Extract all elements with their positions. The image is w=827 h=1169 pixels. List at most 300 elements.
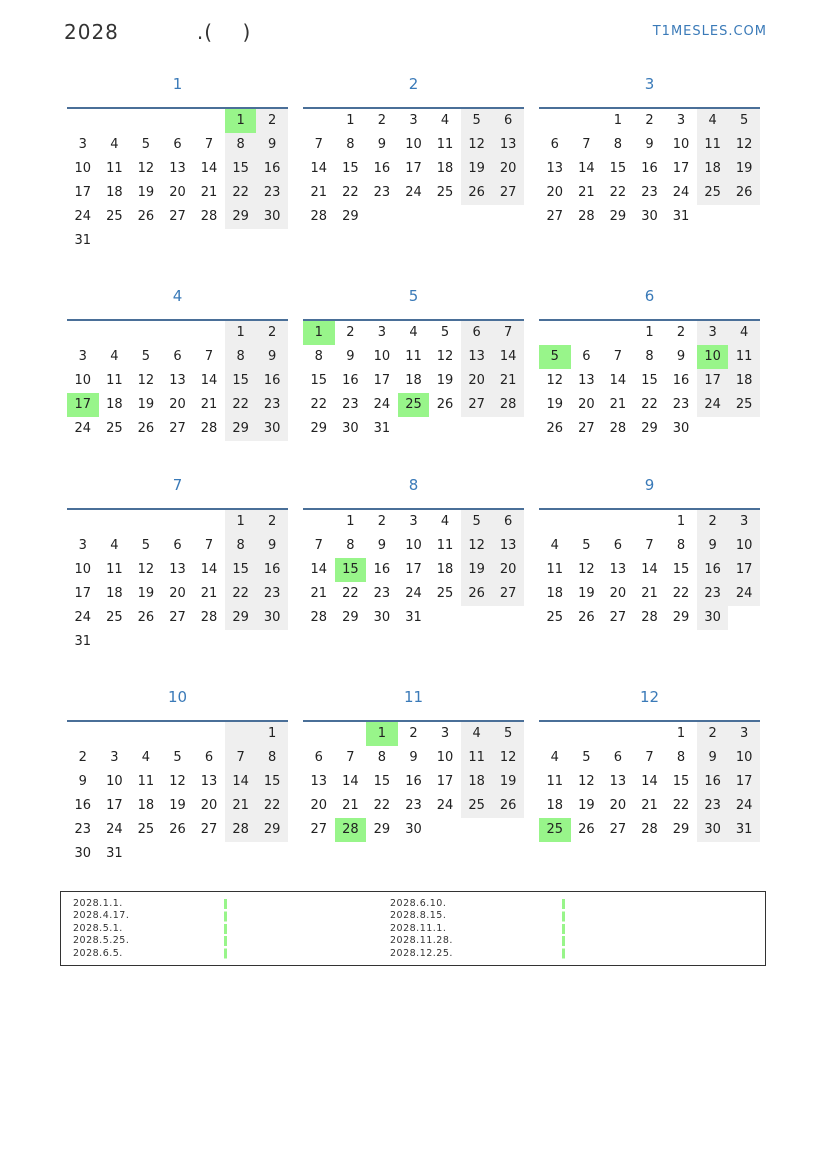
day-cell: 25 [436,586,454,601]
day-cell: 30 [697,606,729,630]
day-cell: 30 [672,421,690,436]
holiday-day-cell: 17 [67,393,99,417]
day-cell: 24 [74,610,92,625]
month-block [67,685,288,866]
day-cell: 20 [200,798,218,813]
empty-day-cell [130,722,162,746]
day-cell: 16 [697,770,729,794]
day-cell: 19 [492,770,524,794]
day-cell: 23 [641,185,658,200]
day-cell: 15 [225,369,257,393]
day-cell: 2 [645,113,654,128]
day-cell: 3 [78,349,87,364]
day-cell: 3 [409,514,418,529]
month-title: 1 [172,75,183,93]
day-cell: 6 [582,349,591,364]
day-cell: 9 [697,534,729,558]
day-cell: 3 [110,750,119,765]
month-title: 8 [408,476,419,494]
day-cell: 12 [578,562,595,577]
empty-day-cell [99,510,131,534]
legend-holiday-marker [224,899,227,959]
empty-day-cell [162,321,194,345]
day-cell: 2 [256,321,288,345]
day-cell: 7 [645,750,654,765]
empty-day-cell [335,722,367,746]
day-cell: 27 [609,822,627,837]
legend-date: 2028.6.10. [390,898,447,909]
day-cell: 30 [256,205,288,229]
day-cell: 25 [106,610,123,625]
day-cell: 23 [74,822,92,837]
day-cell: 27 [169,610,186,625]
day-cell: 11 [106,562,123,577]
day-cell: 1 [256,722,288,746]
day-cell: 18 [546,586,564,601]
day-cell: 16 [256,369,288,393]
day-cell: 20 [578,397,595,412]
day-cell: 29 [342,209,359,224]
day-cell: 20 [169,586,186,601]
day-cell: 12 [169,774,186,789]
day-cell: 14 [200,562,218,577]
empty-day-cell [162,510,194,534]
day-cell: 1 [676,514,686,529]
day-cell: 29 [310,421,328,436]
page-title [64,20,251,44]
month-title: 12 [639,688,660,706]
day-cell: 12 [492,746,524,770]
legend-date: 2028.8.15. [390,910,447,922]
day-cell: 29 [225,606,257,630]
day-cell: 4 [409,325,418,340]
day-cell: 8 [676,538,686,553]
day-cell: 15 [672,562,690,577]
day-cell: 17 [106,798,123,813]
day-cell: 5 [728,109,760,133]
day-cell: 18 [697,157,729,181]
month-title: 5 [408,287,419,305]
day-cell: 31 [728,818,760,842]
day-cell: 9 [676,349,686,364]
legend-date: 2028.5.25. [73,935,130,947]
day-cell: 28 [609,421,627,436]
day-cell: 15 [609,161,627,176]
month-title: 11 [403,688,424,706]
day-cell: 3 [409,113,418,128]
day-cell: 22 [310,397,328,412]
day-cell: 2 [346,325,355,340]
day-cell: 19 [137,586,155,601]
empty-day-cell [162,722,194,746]
day-cell: 11 [106,161,123,176]
month-block [303,473,524,630]
empty-day-cell [571,722,603,746]
day-cell: 18 [728,369,760,393]
day-cell: 6 [173,349,182,364]
day-cell: 3 [78,137,87,152]
day-cell: 25 [137,822,155,837]
day-cell: 16 [641,161,658,176]
day-cell: 24 [672,185,690,200]
day-cell: 18 [405,373,422,388]
day-cell: 28 [200,209,218,224]
empty-day-cell [539,510,571,534]
day-cell: 31 [672,209,690,224]
month-block [539,284,760,441]
day-cell: 6 [204,750,214,765]
month-title: 2 [408,75,419,93]
day-cell: 23 [697,794,729,818]
empty-day-cell [602,722,634,746]
day-cell: 25 [546,610,564,625]
day-cell: 9 [256,345,288,369]
day-cell: 14 [310,562,328,577]
day-cell: 7 [204,538,214,553]
day-cell: 8 [346,538,355,553]
empty-day-cell [634,722,666,746]
day-cell: 11 [137,774,155,789]
day-cell: 15 [310,373,328,388]
empty-day-cell [539,109,571,133]
day-cell: 25 [697,181,729,205]
legend-date: 2028.1.1. [73,898,123,909]
day-cell: 8 [645,349,654,364]
day-cell: 24 [728,794,760,818]
day-cell: 20 [492,558,524,582]
day-cell: 2 [377,113,387,128]
day-cell: 18 [106,185,123,200]
day-cell: 6 [314,750,323,765]
day-cell: 15 [373,774,391,789]
day-cell: 24 [697,393,729,417]
legend-date: 2028.11.1. [390,922,447,934]
day-cell: 1 [676,726,686,741]
day-cell: 6 [550,137,559,152]
day-cell: 7 [225,746,257,770]
day-cell: 23 [405,798,422,813]
day-cell: 12 [461,534,493,558]
day-cell: 27 [310,822,328,837]
day-cell: 27 [461,393,493,417]
day-cell: 7 [492,321,524,345]
day-cell: 4 [440,113,450,128]
day-cell: 30 [74,846,92,861]
day-cell: 22 [672,798,690,813]
day-cell: 5 [141,349,151,364]
holiday-legend [60,891,766,966]
day-cell: 21 [641,798,658,813]
day-cell: 18 [436,161,454,176]
day-cell: 16 [373,562,391,577]
day-cell: 17 [405,161,422,176]
day-cell: 7 [346,750,355,765]
day-cell: 22 [672,586,690,601]
day-cell: 26 [137,209,155,224]
month-days-grid [539,321,760,441]
day-cell: 21 [492,369,524,393]
legend-column-right [390,898,453,960]
day-cell: 17 [436,774,454,789]
brand-link[interactable]: T1MESLES.COM [652,24,767,39]
day-cell: 9 [697,746,729,770]
day-cell: 26 [546,421,564,436]
day-cell: 12 [728,133,760,157]
day-cell: 30 [641,209,658,224]
empty-day-cell [67,109,99,133]
day-cell: 19 [546,397,564,412]
holiday-day-cell: 1 [366,722,398,746]
year-label: 2028 [64,20,119,44]
day-cell: 13 [310,774,328,789]
empty-day-cell [602,510,634,534]
day-cell: 18 [106,586,123,601]
day-cell: 3 [697,321,729,345]
day-cell: 31 [74,634,92,649]
day-cell: 19 [578,586,595,601]
day-cell: 23 [672,397,690,412]
empty-day-cell [571,510,603,534]
day-cell: 13 [461,345,493,369]
day-cell: 5 [141,538,151,553]
day-cell: 6 [492,109,524,133]
day-cell: 29 [225,205,257,229]
day-cell: 20 [609,586,627,601]
empty-day-cell [571,321,603,345]
day-cell: 28 [310,209,328,224]
day-cell: 7 [613,349,623,364]
day-cell: 7 [314,538,323,553]
day-cell: 18 [436,562,454,577]
month-block [303,284,524,441]
day-cell: 25 [461,794,493,818]
empty-day-cell [99,109,131,133]
day-cell: 19 [461,558,493,582]
day-cell: 13 [546,161,564,176]
day-cell: 27 [578,421,595,436]
day-cell: 29 [373,822,391,837]
day-cell: 17 [728,770,760,794]
day-cell: 14 [225,770,257,794]
day-cell: 29 [672,610,690,625]
day-cell: 17 [74,185,92,200]
day-cell: 13 [169,373,186,388]
day-cell: 8 [377,750,387,765]
day-cell: 26 [137,421,155,436]
month-days-grid [539,510,760,630]
day-cell: 30 [256,417,288,441]
empty-day-cell [193,109,225,133]
day-cell: 22 [342,185,359,200]
day-cell: 5 [440,325,450,340]
day-cell: 31 [106,846,123,861]
day-cell: 17 [728,558,760,582]
day-cell: 19 [137,397,155,412]
day-cell: 17 [405,562,422,577]
day-cell: 15 [342,161,359,176]
day-cell: 30 [697,818,729,842]
day-cell: 6 [613,538,623,553]
day-cell: 10 [672,137,690,152]
legend-date: 2028.6.5. [73,947,123,959]
empty-day-cell [193,722,225,746]
day-cell: 26 [461,181,493,205]
day-cell: 27 [200,822,218,837]
day-cell: 26 [436,397,454,412]
day-cell: 8 [225,133,257,157]
empty-day-cell [162,109,194,133]
day-cell: 25 [436,185,454,200]
day-cell: 31 [74,233,92,248]
legend-column-left [73,898,129,960]
day-cell: 11 [106,373,123,388]
day-cell: 12 [578,774,595,789]
holiday-day-cell: 15 [335,558,367,582]
day-cell: 16 [405,774,422,789]
day-cell: 9 [78,774,87,789]
legend-date: 2028.12.25. [390,947,453,959]
day-cell: 9 [256,534,288,558]
day-cell: 24 [405,185,422,200]
day-cell: 22 [373,798,391,813]
day-cell: 8 [346,137,355,152]
month-days-grid [539,722,760,842]
month-block [539,685,760,842]
day-cell: 19 [436,373,454,388]
day-cell: 22 [225,181,257,205]
month-title: 6 [644,287,655,305]
day-cell: 13 [492,133,524,157]
day-cell: 1 [225,510,257,534]
empty-day-cell [602,321,634,345]
day-cell: 29 [609,209,627,224]
day-cell: 25 [106,421,123,436]
day-cell: 29 [672,822,690,837]
day-cell: 13 [169,161,186,176]
day-cell: 17 [74,586,92,601]
day-cell: 26 [578,610,595,625]
empty-day-cell [539,722,571,746]
day-cell: 4 [550,538,559,553]
day-cell: 4 [110,137,119,152]
day-cell: 9 [256,133,288,157]
month-days-grid [303,510,524,630]
day-cell: 8 [613,137,623,152]
day-cell: 17 [697,369,729,393]
day-cell: 15 [672,774,690,789]
day-cell: 25 [106,209,123,224]
day-cell: 15 [256,770,288,794]
day-cell: 1 [346,113,355,128]
month-title: 3 [644,75,655,93]
day-cell: 12 [436,349,454,364]
day-cell: 1 [225,321,257,345]
month-days-grid [303,722,524,842]
day-cell: 2 [697,722,729,746]
day-cell: 23 [256,181,288,205]
day-cell: 19 [169,798,186,813]
day-cell: 13 [169,562,186,577]
day-cell: 11 [546,774,564,789]
day-cell: 3 [676,113,686,128]
day-cell: 21 [641,586,658,601]
day-cell: 12 [546,373,564,388]
day-cell: 11 [436,137,454,152]
day-cell: 31 [373,421,391,436]
day-cell: 31 [405,610,422,625]
day-cell: 14 [641,774,658,789]
day-cell: 16 [373,161,391,176]
day-cell: 29 [256,818,288,842]
legend-holiday-marker [562,899,565,959]
day-cell: 30 [405,822,422,837]
day-cell: 24 [74,209,92,224]
day-cell: 11 [546,562,564,577]
day-cell: 2 [697,510,729,534]
day-cell: 27 [169,421,186,436]
month-days-grid [67,510,288,654]
empty-day-cell [634,510,666,534]
day-cell: 9 [409,750,418,765]
day-cell: 7 [645,538,654,553]
empty-day-cell [303,722,335,746]
empty-day-cell [99,722,131,746]
day-cell: 7 [204,349,214,364]
day-cell: 19 [137,185,155,200]
day-cell: 14 [641,562,658,577]
month-title: 10 [167,688,188,706]
day-cell: 10 [74,161,92,176]
day-cell: 30 [256,606,288,630]
day-cell: 29 [641,421,658,436]
day-cell: 21 [200,586,218,601]
month-block [67,284,288,441]
day-cell: 5 [461,510,493,534]
day-cell: 13 [492,534,524,558]
day-cell: 4 [110,538,119,553]
day-cell: 28 [578,209,595,224]
day-cell: 9 [377,538,387,553]
day-cell: 10 [74,562,92,577]
day-cell: 24 [373,397,391,412]
day-cell: 16 [74,798,92,813]
day-cell: 28 [310,610,328,625]
day-cell: 8 [314,349,323,364]
day-cell: 4 [697,109,729,133]
day-cell: 11 [436,538,454,553]
month-block [67,473,288,654]
day-cell: 13 [609,774,627,789]
day-cell: 21 [200,397,218,412]
day-cell: 11 [405,349,422,364]
empty-day-cell [99,321,131,345]
day-cell: 20 [169,397,186,412]
holiday-day-cell: 10 [697,345,729,369]
day-cell: 27 [169,209,186,224]
day-cell: 20 [169,185,186,200]
day-cell: 28 [641,822,658,837]
day-cell: 23 [697,582,729,606]
day-cell: 22 [256,794,288,818]
day-cell: 4 [110,349,119,364]
day-cell: 26 [728,181,760,205]
legend-date: 2028.5.1. [73,922,123,934]
day-cell: 4 [461,722,493,746]
day-cell: 14 [492,345,524,369]
legend-date: 2028.4.17. [73,910,130,922]
month-days-grid [303,109,524,229]
empty-day-cell [67,510,99,534]
